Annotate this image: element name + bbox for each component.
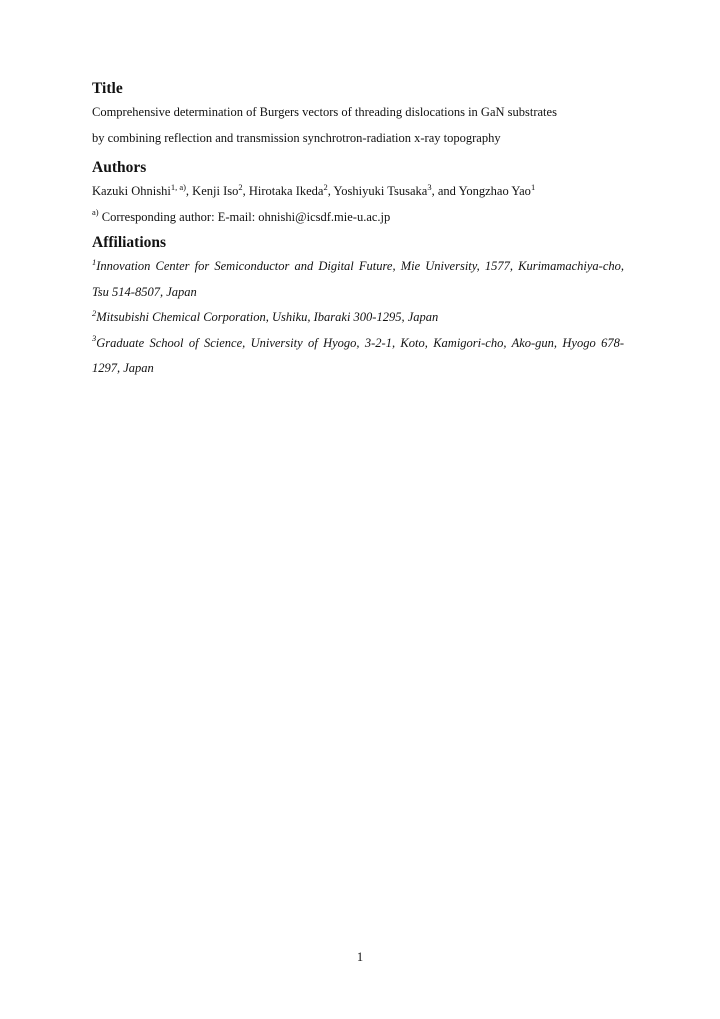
author-name: Hirotaka Ikeda: [248, 184, 324, 198]
author-name: Yongzhao Yao: [458, 184, 531, 198]
correspondence-marker: a): [92, 207, 99, 218]
affiliation-item: [92, 254, 624, 305]
affiliation-item: [92, 331, 624, 382]
author-affiliation-marker: 1: [530, 181, 536, 192]
title-heading: Title: [92, 80, 123, 97]
affiliation-text: Graduate School of Science, University of Hyogo, 3-2-1, Koto, Kamigori-cho, Ako-gun, Hyogo 678-1297, Japan: [92, 335, 624, 375]
affiliation-item: [92, 305, 624, 331]
affiliations-heading: Affiliations: [92, 234, 167, 251]
affiliation-marker: 3: [92, 333, 97, 344]
page-number: 1: [356, 950, 364, 964]
author-affiliation-marker: 3: [427, 181, 432, 192]
author-affiliation-marker: 2: [323, 181, 328, 192]
corresponding-author-text: Corresponding author: E-mail: ohnishi@icsdf.mie-u.ac.jp: [101, 209, 391, 224]
author-separator: , and: [431, 184, 459, 198]
author-separator: ,: [242, 184, 249, 198]
affiliation-text: Mitsubishi Chemical Corporation, Ushiku, Ibaraki 300-1295, Japan: [96, 310, 439, 324]
authors-heading: Authors: [92, 159, 147, 176]
affiliation-marker: 2: [92, 307, 97, 318]
author-list: [92, 179, 624, 205]
affiliation-marker: 1: [92, 256, 97, 267]
author-name: Kazuki Ohnishi: [92, 184, 171, 198]
author-affiliation-marker: 2: [238, 181, 243, 192]
paper-title: Comprehensive determination of Burgers vectors of threading dislocations in GaN substrates by combining reflection and transmission synchrotron-radiation x-ray topography: [92, 105, 557, 145]
corresponding-author-note: [92, 205, 624, 231]
title-page-content: [92, 78, 624, 382]
affiliation-text: Innovation Center for Semiconductor and Digital Future, Mie University, 1577, Kurimamachiya-cho, Tsu 514-8507, Japan: [92, 259, 624, 299]
author-name: Kenji Iso: [192, 184, 239, 198]
author-separator: ,: [327, 184, 334, 198]
author-affiliation-marker: 1, a): [170, 181, 186, 192]
author-separator: ,: [185, 184, 193, 198]
author-name: Yoshiyuki Tsusaka: [333, 184, 428, 198]
